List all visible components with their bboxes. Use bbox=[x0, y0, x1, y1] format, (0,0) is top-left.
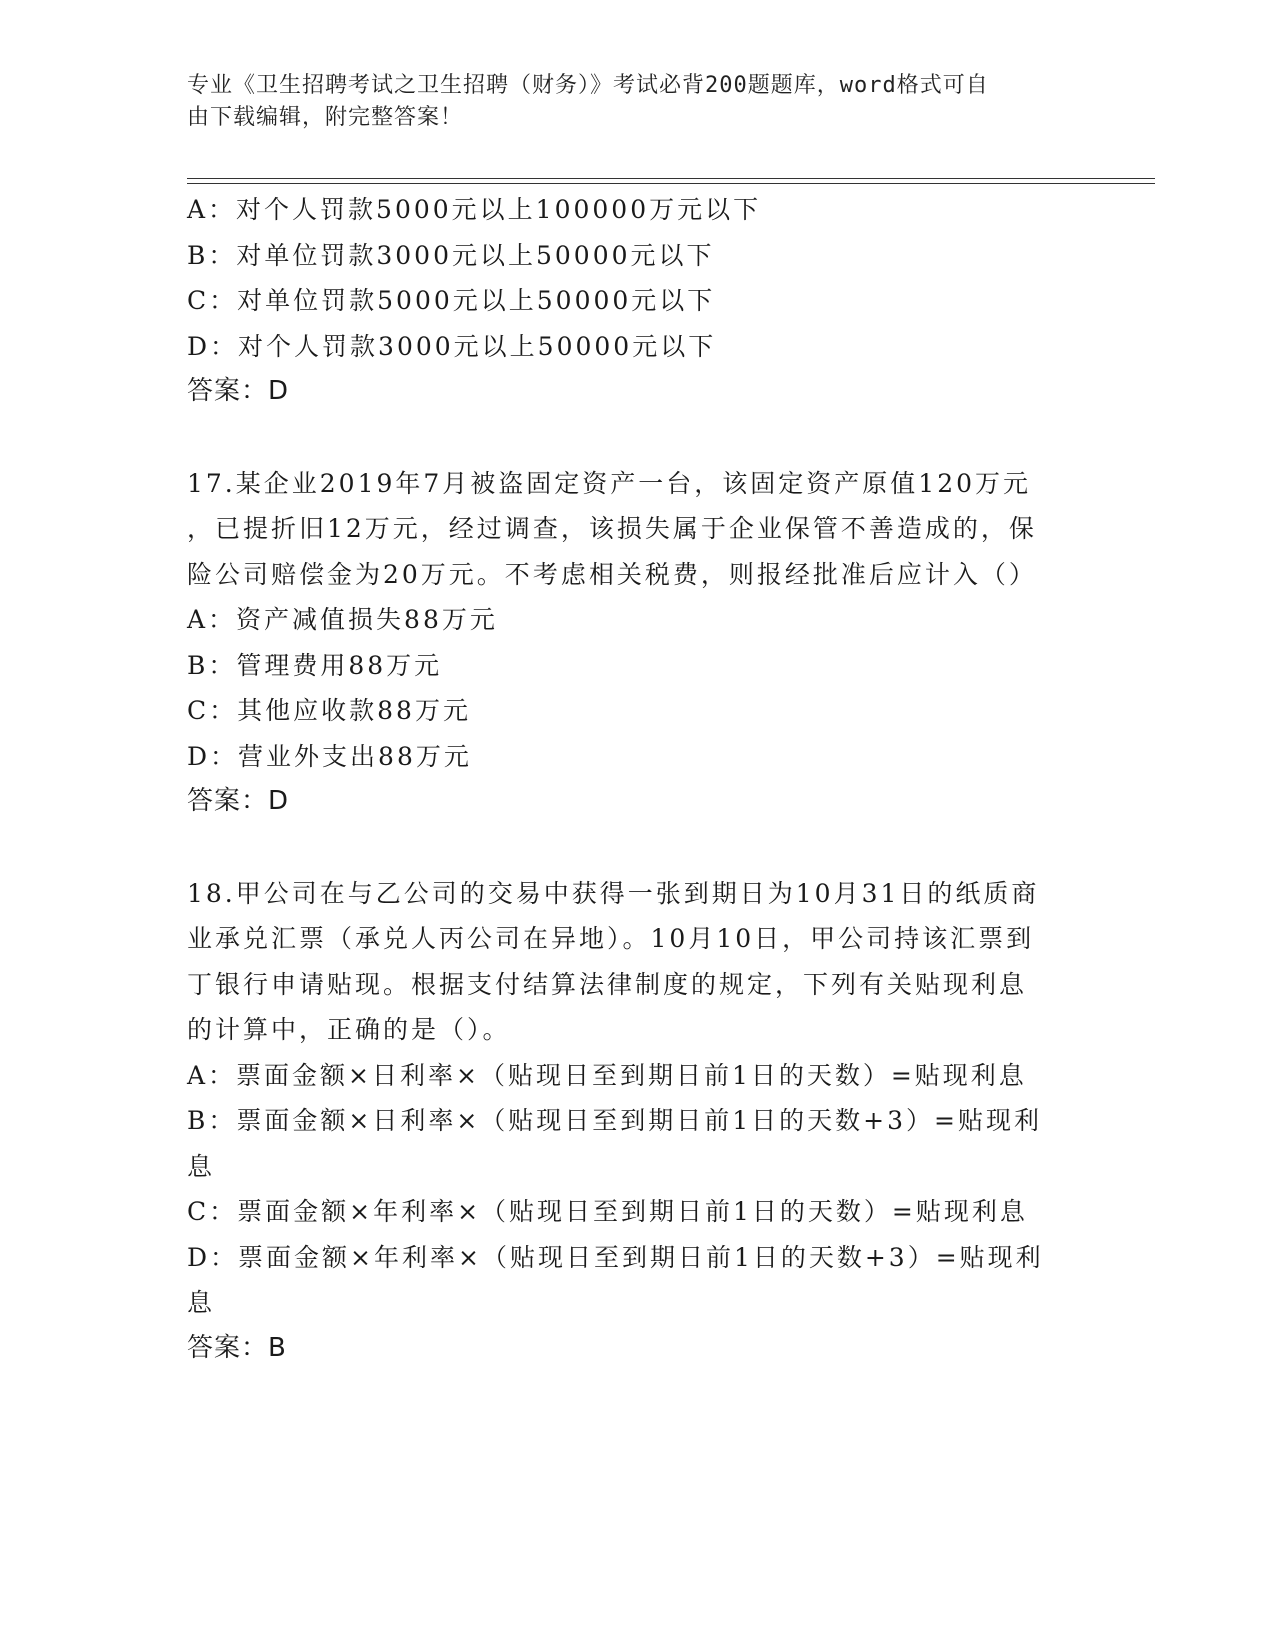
q17-stem-line-2: ，已提折旧12万元，经过调查，该损失属于企业保管不善造成的，保 bbox=[187, 514, 1037, 543]
q18-stem-line-1: 18.甲公司在与乙公司的交易中获得一张到期日为10月31日的纸质商 bbox=[187, 878, 1040, 908]
q16-option-b: B：对单位罚款3000元以上50000元以下 bbox=[187, 240, 715, 270]
header-double-rule bbox=[187, 178, 1155, 184]
q18-stem-line-3: 丁银行申请贴现。根据支付结算法律制度的规定，下列有关贴现利息 bbox=[187, 969, 1028, 999]
q18-option-b: B：票面金额×日利率×（贴现日至到期日前1日的天数+3）=贴现利 bbox=[187, 1106, 1042, 1135]
q17-option-b: B：管理费用88万元 bbox=[187, 650, 443, 680]
q17-option-c: C：其他应收款88万元 bbox=[187, 696, 471, 725]
q17-stem-line-1: 17.某企业2019年7月被盗固定资产一台，该固定资产原值120万元 bbox=[187, 468, 1032, 498]
q17-option-d: D：营业外支出88万元 bbox=[187, 741, 472, 771]
q18-option-b-continued: 息 bbox=[187, 1151, 216, 1181]
spacer bbox=[187, 415, 1087, 461]
q18-answer: 答案：B bbox=[187, 1332, 287, 1363]
spacer bbox=[187, 825, 1087, 871]
q16-option-c: C：对单位罚款5000元以上50000元以下 bbox=[187, 286, 716, 315]
document-body bbox=[187, 187, 1087, 1371]
q16-answer: 答案：D bbox=[187, 376, 290, 406]
header-line-2: 由下载编辑，附完整答案！ bbox=[187, 105, 464, 130]
q16-option-a: A：对个人罚款5000元以上100000万元以下 bbox=[187, 195, 762, 224]
q18-option-c: C：票面金额×年利率×（贴现日至到期日前1日的天数）=贴现利息 bbox=[187, 1197, 1028, 1226]
header-line-1: 专业《卫生招聘考试之卫生招聘（财务）》考试必背200题题库，word格式可自 bbox=[187, 73, 989, 98]
q18-option-d: D：票面金额×年利率×（贴现日至到期日前1日的天数+3）=贴现利 bbox=[187, 1242, 1044, 1272]
question-18-block bbox=[187, 871, 1087, 1372]
q17-option-a: A：资产减值损失88万元 bbox=[187, 605, 498, 634]
question-17-block bbox=[187, 461, 1087, 825]
q18-stem-line-4: 的计算中，正确的是（）。 bbox=[187, 1015, 511, 1044]
q16-option-d: D：对个人罚款3000元以上50000元以下 bbox=[187, 331, 717, 361]
q17-answer: 答案：D bbox=[187, 786, 290, 816]
document-header bbox=[187, 70, 1067, 134]
q18-stem-line-2: 业承兑汇票（承兑人丙公司在异地）。10月10日，甲公司持该汇票到 bbox=[187, 924, 1035, 953]
q18-option-a: A：票面金额×日利率×（贴现日至到期日前1日的天数）=贴现利息 bbox=[187, 1060, 1027, 1090]
q18-option-d-continued: 息 bbox=[187, 1288, 216, 1317]
q17-stem-line-3: 险公司赔偿金为20万元。不考虑相关税费，则报经批准后应计入（） bbox=[187, 559, 1037, 589]
question-16-block bbox=[187, 187, 1087, 415]
